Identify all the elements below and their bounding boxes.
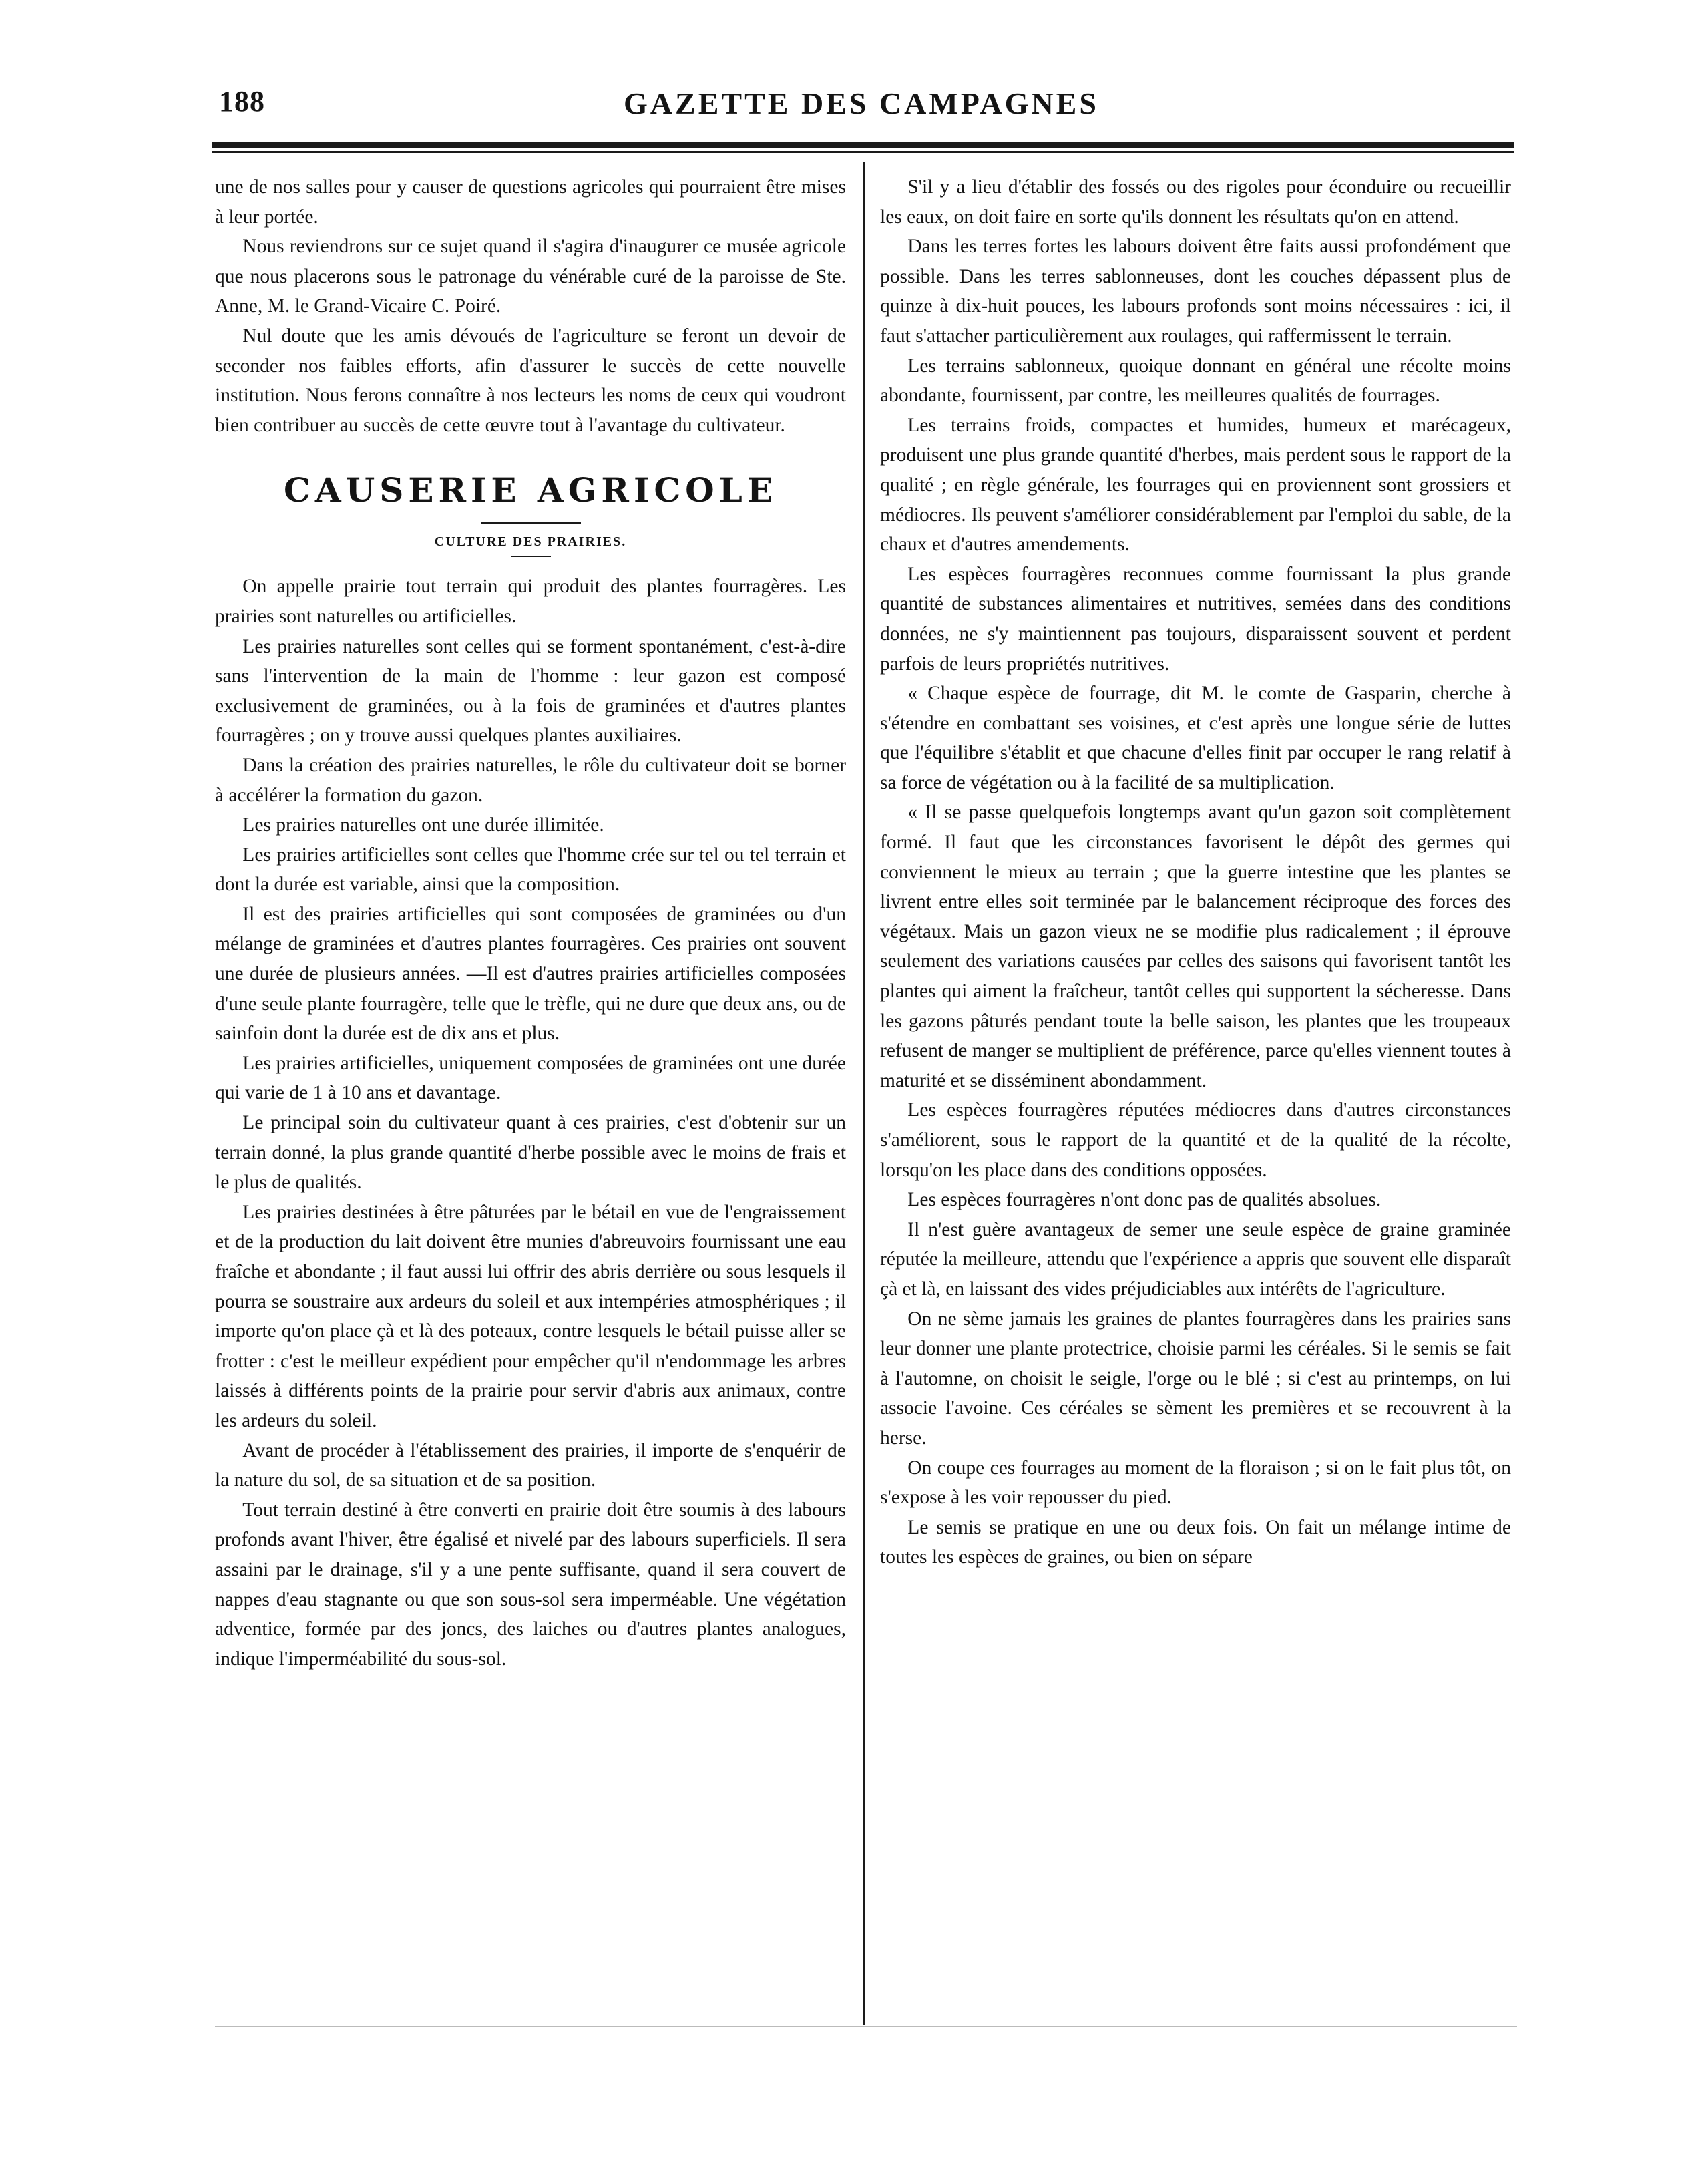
paragraph: On ne sème jamais les graines de plantes fourragères dans les prairies sans leur donner une plante protectrice, choisie parmi les céréales. Si le semis se fait à l'automne, on choisit le seigle, l'orge ou le blé ; si c'est au printemps, on lui associe l'avoine. Ces céréales se sèment les premières et se recouvrent à la herse.	[880, 1308, 1511, 1449]
column-divider	[863, 162, 865, 2025]
paragraph: S'il y a lieu d'établir des fossés ou des rigoles pour éconduire ou recueillir les eaux, on doit faire en sorte qu'ils donnent les résultats qu'on en attend.	[880, 176, 1511, 228]
subtitle-rule	[511, 556, 551, 557]
paragraph: Le semis se pratique en une ou deux fois. On fait un mélange intime de toutes les espèces de graines, ou bien on sépare	[880, 1516, 1511, 1568]
paragraph: On appelle prairie tout terrain qui produit des plantes fourragères. Les prairies sont naturelles ou artificielles.	[215, 576, 846, 627]
paragraph: Le principal soin du cultivateur quant à ces prairies, c'est d'obtenir sur un terrain donné, la plus grande quantité d'herbe possible avec le moins de frais et le plus de qualités.	[215, 1112, 846, 1194]
paragraph: Dans la création des prairies naturelles, le rôle du cultivateur doit se borner à accélérer la formation du gazon.	[215, 754, 846, 806]
title-rule	[481, 522, 581, 524]
page-header	[207, 79, 1516, 126]
paragraph: On coupe ces fourrages au moment de la floraison ; si on le fait plus tôt, on s'expose à les voir repousser du pied.	[880, 1457, 1511, 1509]
paragraph: Nul doute que les amis dévoués de l'agriculture se feront un devoir de seconder nos faibles efforts, afin d'assurer le succès de cette nouvelle institution. Nous ferons connaître à nos lecteurs les noms de ceux qui voudront bien contribuer au succès de cette œuvre tout à l'avantage du cultivateur.	[215, 325, 846, 436]
paragraph: Les terrains sablonneux, quoique donnant en général une récolte moins abondante, fournissent, par contre, les meilleures qualités de fourrages.	[880, 355, 1511, 407]
right-column	[880, 172, 1511, 1572]
paragraph: Les prairies artificielles sont celles que l'homme crée sur tel ou tel terrain et dont la durée est variable, ainsi que la composition.	[215, 844, 846, 896]
paragraph: Les prairies naturelles sont celles qui se forment spontanément, c'est-à-dire sans l'intervention de la main de l'homme : leur gazon est composé exclusivement de graminées, ou à la fois de graminées et d'autres plantes fourragères ; on y trouve aussi quelques plantes auxiliaires.	[215, 635, 846, 747]
paragraph: « Il se passe quelquefois longtemps avant qu'un gazon soit complètement formé. Il faut que les circonstances favorisent le dépôt des germes qui conviennent le mieux au terrain ; que la guerre intestine que les plantes se livrent entre elles soit terminée par le balancement réciproque des forces des végétaux. Mais un gazon vieux ne se modifie plus radicalement ; il éprouve seulement des variations causées par celles des saisons qui favorisent tantôt les plantes qui aiment la fraîcheur, tantôt celles qui supportent la sécheresse. Dans les gazons pâturés pendant toute la belle saison, les plantes que les troupeaux refusent de manger se multiplient de préférence, parce qu'elles viennent toutes à maturité et se disséminent abondamment.	[880, 801, 1511, 1091]
left-column	[215, 172, 846, 1674]
paragraph: Les prairies destinées à être pâturées par le bétail en vue de l'engraissement et de la production du lait doivent être munies d'abreuvoirs fournissant une eau fraîche et abondante ; il faut aussi lui offrir des abris derrière ou sous lesquels il pourra se soustraire aux ardeurs du soleil et aux intempéries atmosphériques ; il importe qu'on place çà et là des poteaux, contre lesquels le bétail puisse aller se frotter : c'est le meilleur expédient pour empêcher qu'il n'endommage les arbres laissés à différents points de la prairie pour servir d'abris aux animaux, contre les ardeurs du soleil.	[215, 1201, 846, 1431]
paragraph: Les prairies artificielles, uniquement composées de graminées ont une durée qui varie de 1 à 10 ans et davantage.	[215, 1052, 846, 1104]
paragraph: Tout terrain destiné à être converti en prairie doit être soumis à des labours profonds avant l'hiver, être égalisé et nivelé par des labours superficiels. Il sera assaini par le drainage, s'il y a une pente suffisante, quand il sera couvert de nappes d'eau stagnante ou que son sous-sol sera imperméable. Une végétation adventice, formée par des joncs, des laiches ou d'autres plantes analogues, indique l'imperméabilité du sous-sol.	[215, 1499, 846, 1670]
paragraph: Les prairies naturelles ont une durée illimitée.	[242, 814, 604, 836]
page-number: 188	[219, 85, 265, 118]
footer-rule	[215, 2026, 1517, 2027]
paragraph: Il n'est guère avantageux de semer une seule espèce de graine graminée réputée la meilleure, attendu que l'expérience a appris que souvent elle disparaît çà et là, en laissant des vides préjudiciables aux intérêts de l'agriculture.	[880, 1218, 1511, 1300]
masthead-title: GAZETTE DES CAMPAGNES	[624, 86, 1099, 120]
paragraph: Les espèces fourragères n'ont donc pas de qualités absolues.	[907, 1189, 1381, 1211]
paragraph: « Chaque espèce de fourrage, dit M. le comte de Gasparin, cherche à s'étendre en combattant ses voisines, et c'est après une longue série de luttes que l'équilibre s'établit et que chacune d'elles finit par occuper le rang relatif à sa force de végétation ou à la facilité de sa multiplication.	[880, 683, 1511, 793]
section-title: CAUSERIE AGRICOLE	[284, 470, 777, 510]
paragraph: Avant de procéder à l'établissement des prairies, il importe de s'enquérir de la nature du sol, de sa situation et de sa position.	[215, 1439, 846, 1491]
paragraph: Nous reviendrons sur ce sujet quand il s'agira d'inaugurer ce musée agricole que nous placerons sous le patronage du vénérable curé de la paroisse de Ste. Anne, M. le Grand-Vicaire C. Poiré.	[215, 236, 846, 317]
header-rule-thin	[212, 151, 1514, 153]
section-subtitle: CULTURE DES PRAIRIES.	[434, 534, 627, 550]
paragraph: Les espèces fourragères reconnues comme fournissant la plus grande quantité de substances alimentaires et nutritives, semées dans des conditions données, ne s'y maintiennent pas toujours, disparaissent souvent et perdent parfois de leurs propriétés nutritives.	[880, 563, 1511, 675]
paragraph: Dans les terres fortes les labours doivent être faits aussi profondément que possible. Dans les terres sablonneuses, dont les couches dépassent plus de quinze à dix-huit pouces, les labours profonds sont moins nécessaires : ici, il faut s'attacher particulièrement aux roulages, qui raffermissent le terrain.	[880, 236, 1511, 347]
paragraph: Les terrains froids, compactes et humides, humeux et marécageux, produisent une plus grande quantité d'herbes, mais perdent sous le rapport de la qualité ; en règle générale, les fourrages qui en proviennent sont grossiers et médiocres. Ils peuvent s'améliorer considérablement par l'emploi du sable, de la chaux et d'autres amendements.	[880, 414, 1511, 556]
header-rule-thick	[212, 142, 1514, 148]
paragraph: Il est des prairies artificielles qui sont composées de graminées ou d'un mélange de graminées et d'autres plantes fourragères. Ces prairies ont souvent une durée de plusieurs années. —Il est d'autres prairies artificielles composées d'une seule plante fourragère, telle que le trèfle, qui ne dure que deux ans, ou de sainfoin dont la durée est de dix ans et plus.	[215, 903, 846, 1045]
paragraph: une de nos salles pour y causer de questions agricoles qui pourraient être mises à leur portée.	[215, 176, 846, 228]
paragraph: Les espèces fourragères réputées médiocres dans d'autres circonstances s'améliorent, sous le rapport de la quantité et de la qualité de la récolte, lorsqu'on les place dans des conditions opposées.	[880, 1099, 1511, 1181]
